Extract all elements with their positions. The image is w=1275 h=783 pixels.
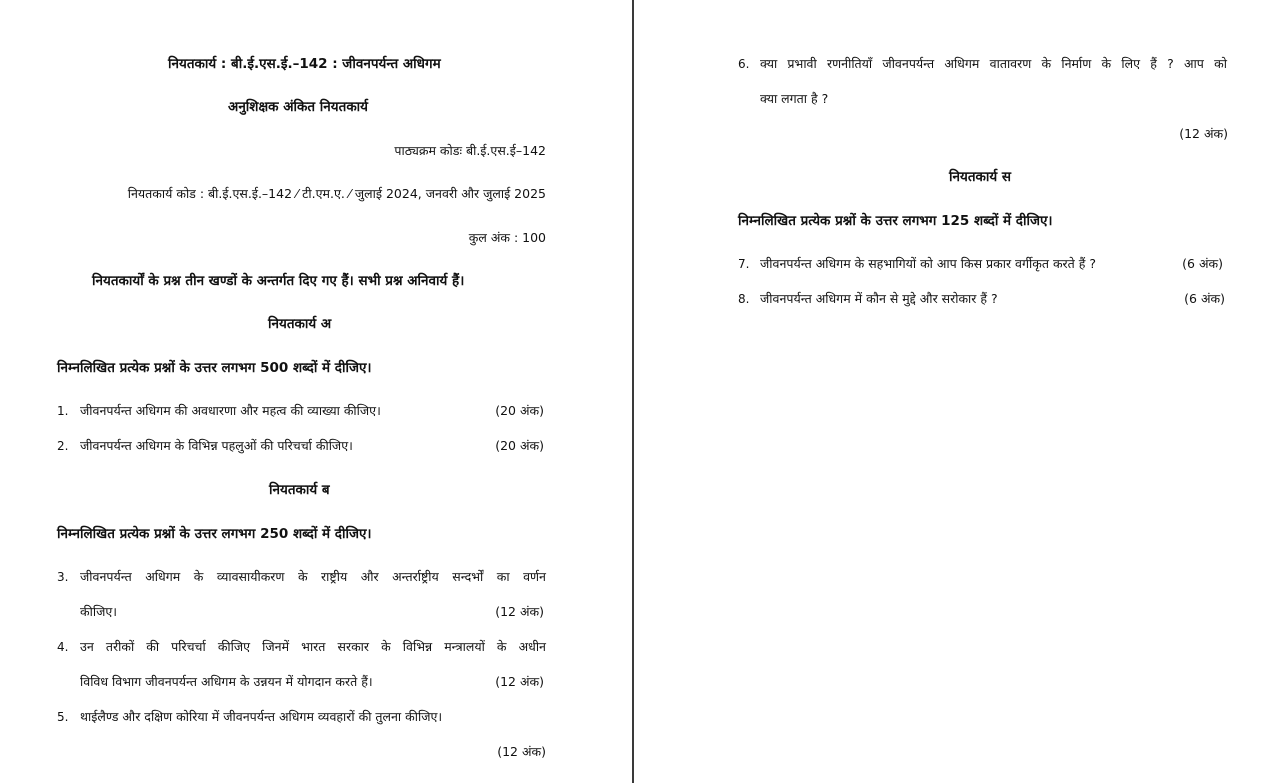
question-text: जीवनपर्यन्त अधिगम में कौन से मुद्दे और सरोकार हैं ? [760, 291, 998, 306]
section-b-instruction: निम्नलिखित प्रत्येक प्रश्नों के उत्तर लगभग 250 शब्दों में दीजिए। [57, 526, 372, 542]
section-c-heading: नियतकार्य स [949, 169, 1012, 185]
course-code: पाठ्यक्रम कोडः बी.ई.एस.ई–142 [394, 143, 546, 158]
question-number: 2. [57, 439, 69, 453]
question-text-line-1: जीवनपर्यन्त अधिगम के व्यावसायीकरण के राष्ट्रीय और अन्तर्राष्ट्रीय सन्दर्भों का वर्णन [80, 569, 546, 584]
assignment-code: नियतकार्य कोड : बी.ई.एस.ई.–142 ⁄ टी.एम.ए. ⁄ जुलाई 2024, जनवरी और जुलाई 2025 [127, 186, 546, 201]
question-marks: (20 अंक) [495, 403, 544, 418]
question-text: थाईलैण्ड और दक्षिण कोरिया में जीवनपर्यन्त अधिगम व्यवहारों की तुलना कीजिए। [80, 709, 443, 724]
question-text-line-2: क्या लगता है ? [760, 91, 829, 106]
page-right [634, 0, 1275, 783]
question-number: 5. [57, 710, 69, 724]
question-marks: (12 अंक) [495, 674, 544, 689]
section-a-heading: नियतकार्य अ [268, 316, 332, 332]
section-b-heading: नियतकार्य ब [269, 482, 330, 498]
question-marks: (12 अंक) [1179, 126, 1228, 141]
question-text-line-2: विविध विभाग जीवनपर्यन्त अधिगम के उन्नयन में योगदान करते हैं। [80, 674, 373, 689]
section-a-instruction: निम्नलिखित प्रत्येक प्रश्नों के उत्तर लगभग 500 शब्दों में दीजिए। [57, 360, 372, 376]
question-number: 3. [57, 570, 69, 584]
question-marks: (6 अंक) [1182, 256, 1223, 271]
question-marks: (20 अंक) [495, 438, 544, 453]
question-text: जीवनपर्यन्त अधिगम के सहभागियों को आप किस प्रकार वर्गीकृत करते हैं ? [760, 256, 1097, 271]
question-text: जीवनपर्यन्त अधिगम की अवधारणा और महत्व की व्याख्या कीजिए। [80, 403, 381, 418]
question-text: जीवनपर्यन्त अधिगम के विभिन्न पहलुओं की परिचर्चा कीजिए। [80, 438, 353, 453]
question-number: 8. [738, 292, 750, 306]
question-number: 4. [57, 640, 69, 654]
question-marks: (12 अंक) [495, 604, 544, 619]
question-text-line-1: क्या प्रभावी रणनीतियाँ जीवनपर्यन्त अधिगम वातावरण के निर्माण के लिए हैं ? आप को [760, 56, 1227, 71]
assignment-title: नियतकार्य : बी.ई.एस.ई.–142 : जीवनपर्यन्त अधिगम [168, 56, 441, 72]
question-number: 6. [738, 57, 750, 71]
assignment-subtitle: अनुशिक्षक अंकित नियतकार्य [228, 99, 369, 115]
question-text-line-1: उन तरीकों की परिचर्चा कीजिए जिनमें भारत सरकार के विभिन्न मन्त्रालयों के अधीन [80, 639, 546, 654]
total-marks: कुल अंक : 100 [468, 230, 546, 245]
page-left [0, 0, 632, 783]
general-instruction: नियतकार्यों के प्रश्न तीन खण्डों के अन्तर्गत दिए गए हैं। सभी प्रश्न अनिवार्य हैं। [92, 273, 465, 289]
section-c-instruction: निम्नलिखित प्रत्येक प्रश्नों के उत्तर लगभग 125 शब्दों में दीजिए। [738, 213, 1053, 229]
question-marks: (12 अंक) [497, 744, 546, 759]
question-marks: (6 अंक) [1184, 291, 1225, 306]
question-number: 1. [57, 404, 69, 418]
question-text-line-2: कीजिए। [80, 604, 118, 619]
question-number: 7. [738, 257, 750, 271]
